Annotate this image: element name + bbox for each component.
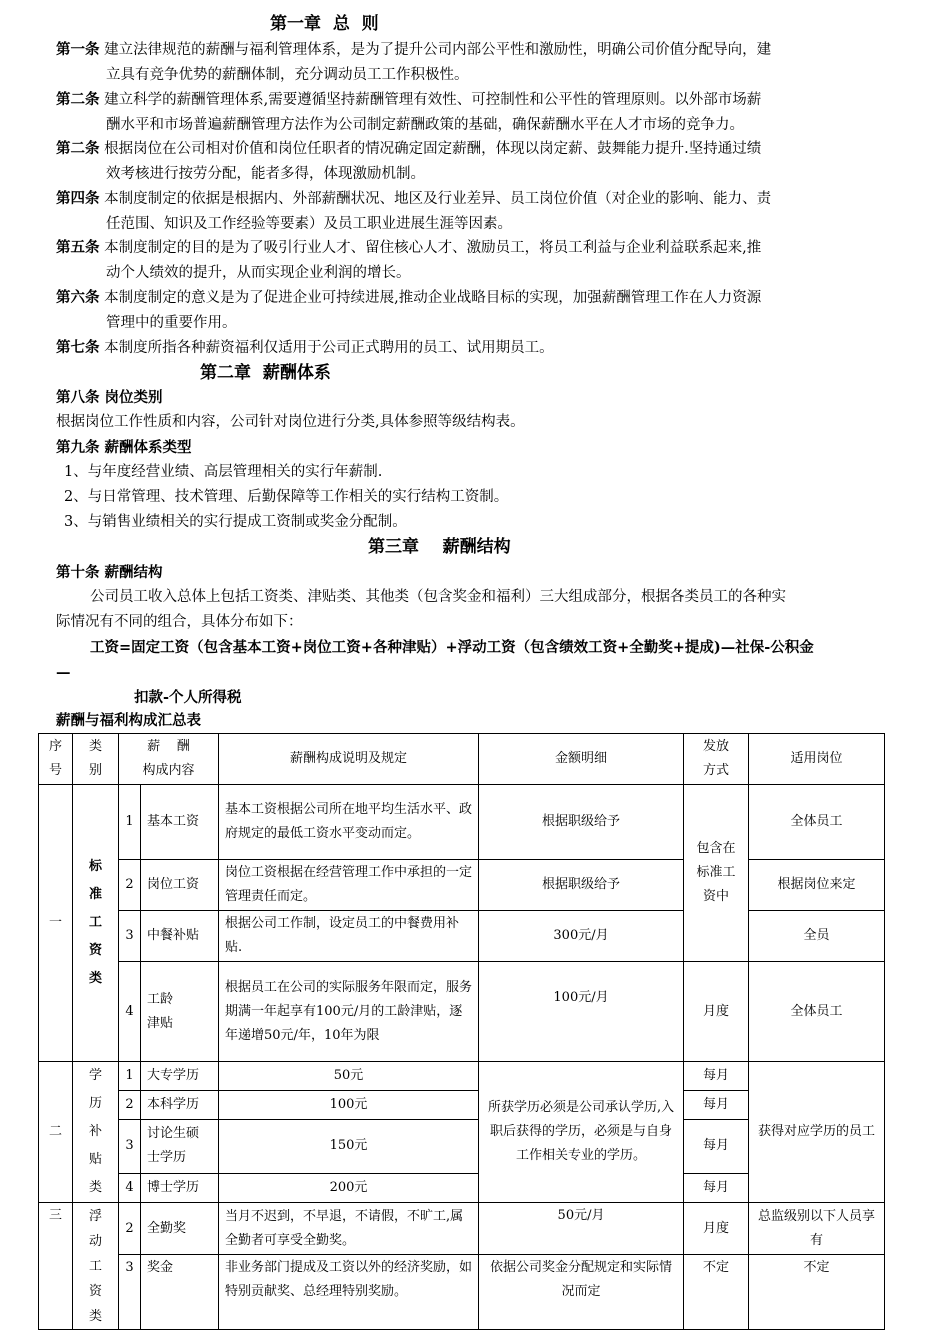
article-line: 酬水平和市场普遍薪酬管理方法作为公司制定薪酬政策的基础，确保薪酬水平在人才市场的竞争力。 — [106, 117, 744, 133]
article-label: 第四条 — [56, 190, 100, 207]
article-line: 本制度制定的目的是为了吸引行业人才、留住核心人才、激励员工，将员工利益与企业利益联系起来,推 — [104, 240, 762, 256]
row-desc: 岗位工资根据在经营管理工作中承担的一定管理责任而定。 — [219, 860, 479, 911]
chapter1-title: 第一章 总 则 — [270, 14, 379, 34]
row-desc: 根据公司工作制，设定员工的中餐费用补贴. — [219, 911, 479, 962]
article-line: 本制度制定的意义是为了促进企业可持续进展,推动企业战略目标的实现，加强薪酬管理工作在人力资源 — [104, 290, 762, 306]
table-row — [39, 860, 885, 911]
group-post: 获得对应学历的员工 — [749, 1062, 885, 1203]
row-method: 每月 — [684, 1119, 749, 1173]
group-seq: 二 — [39, 1062, 73, 1203]
article-line: 根据岗位在公司相对价值和岗位任职者的情况确定固定薪酬，体现以岗定薪、鼓舞能力提升.坚持通过绩 — [104, 141, 762, 157]
row-no: 4 — [119, 1174, 141, 1203]
table-row — [39, 785, 885, 860]
group-category: 浮 动 工 资 类 — [73, 1203, 119, 1330]
article-line: 管理中的重要作用。 — [106, 315, 237, 331]
salary-formula-cont: 扣款-个人所得税 — [134, 689, 242, 706]
article-10-line: 际情况有不同的组合，具体分布如下： — [56, 614, 303, 630]
row-amount: 依据公司奖金分配规定和实际情况而定 — [479, 1255, 684, 1330]
row-method: 每月 — [684, 1174, 749, 1203]
row-desc: 根据员工在公司的实际服务年限而定，服务期满一年起享有100元/月的工龄津贴，逐年递增50元/年，10年为限 — [219, 962, 479, 1062]
article-9-title: 第九条 薪酬体系类型 — [56, 439, 192, 456]
row-post: 根据岗位来定 — [749, 860, 885, 911]
group-category: 学 历 补 贴 类 — [73, 1062, 119, 1203]
article-line: 动个人绩效的提升，从而实现企业利润的增长。 — [106, 265, 411, 281]
row-desc: 当月不迟到，不早退，不请假，不旷工,属全勤者可享受全勤奖。 — [219, 1203, 479, 1255]
header-amount: 金额明细 — [479, 734, 684, 785]
table-title: 薪酬与福利构成汇总表 — [56, 712, 201, 729]
row-name: 岗位工资 — [141, 860, 219, 911]
article-label: 第五条 — [56, 239, 100, 256]
article-label: 第七条 — [56, 339, 100, 356]
article-label: 第一条 — [56, 41, 100, 58]
list-item: 3、与销售业绩相关的实行提成工资制或奖金分配制。 — [64, 514, 407, 530]
header-seq: 序 号 — [39, 734, 73, 785]
salary-formula-dash: — — [56, 664, 71, 681]
article-10-title: 第十条 薪酬结构 — [56, 564, 163, 581]
row-no: 1 — [119, 785, 141, 860]
row-amount: 100元/月 — [479, 962, 684, 1062]
row-no: 3 — [119, 1255, 141, 1330]
article-line: 建立科学的薪酬管理体系,需要遵循坚持薪酬管理有效性、可控制性和公平性的管理原则。以外部市场薪 — [104, 92, 762, 108]
row-post: 全体员工 — [749, 962, 885, 1062]
row-name: 基本工资 — [141, 785, 219, 860]
article-label: 第二条 — [56, 91, 100, 108]
row-name: 博士学历 — [141, 1174, 219, 1203]
salary-table — [38, 733, 885, 1330]
row-desc: 基本工资根据公司所在地平均生活水平、政府规定的最低工资水平变动而定。 — [219, 785, 479, 860]
row-name: 工龄 津贴 — [141, 962, 219, 1062]
row-amount: 50元 — [219, 1062, 479, 1091]
article-7 — [56, 335, 886, 361]
row-amount: 150元 — [219, 1119, 479, 1173]
row-post: 不定 — [749, 1255, 885, 1330]
table-row — [39, 1255, 885, 1330]
group-seq: 三 — [39, 1203, 73, 1330]
table-row — [39, 1203, 885, 1255]
table-row — [39, 911, 885, 962]
article-line: 任范围、知识及工作经验等要素）及员工职业进展生涯等因素。 — [106, 216, 512, 232]
row-amount: 300元/月 — [479, 911, 684, 962]
row-name: 中餐补贴 — [141, 911, 219, 962]
table-row — [39, 962, 885, 1062]
row-name: 讨论生硕 士学历 — [141, 1119, 219, 1173]
list-item: 1、与年度经营业绩、高层管理相关的实行年薪制. — [64, 464, 383, 480]
header-description: 薪酬构成说明及规定 — [219, 734, 479, 785]
row-name: 本科学历 — [141, 1090, 219, 1119]
article-line: 效考核进行按劳分配，能者多得，体现激励机制。 — [106, 166, 425, 182]
header-method: 发放 方式 — [684, 734, 749, 785]
article-line: 本制度所指各种薪资福利仅适用于公司正式聘用的员工、试用期员工。 — [104, 340, 554, 356]
group-category: 标 准 工 资 类 — [73, 785, 119, 1062]
row-method: 包含在 标准工 资中 — [684, 785, 749, 962]
row-method: 月度 — [684, 1203, 749, 1255]
group-seq: 一 — [39, 785, 73, 1062]
header-post: 适用岗位 — [749, 734, 885, 785]
article-5 — [56, 235, 886, 286]
row-no: 1 — [119, 1062, 141, 1091]
article-6 — [56, 285, 886, 336]
row-method: 每月 — [684, 1062, 749, 1091]
row-no: 2 — [119, 1090, 141, 1119]
row-no: 2 — [119, 860, 141, 911]
row-method: 月度 — [684, 962, 749, 1062]
salary-formula: 工资=固定工资（包含基本工资+岗位工资+各种津贴）+浮动工资（包含绩效工资+全勤奖+提成)—社保-公积金 — [90, 639, 814, 656]
chapter2-title: 第二章 薪酬体系 — [200, 363, 331, 383]
article-line: 立具有竞争优势的薪酬体制，充分调动员工工作积极性。 — [106, 67, 469, 83]
row-name: 全勤奖 — [141, 1203, 219, 1255]
header-content: 薪 酬 构成内容 — [119, 734, 219, 785]
table-header-row — [39, 734, 885, 785]
row-no: 3 — [119, 1119, 141, 1173]
row-no: 4 — [119, 962, 141, 1062]
row-name: 奖金 — [141, 1255, 219, 1330]
row-amount: 200元 — [219, 1174, 479, 1203]
row-desc: 非业务部门提成及工资以外的经济奖励，如特别贡献奖、总经理特别奖励。 — [219, 1255, 479, 1330]
row-method: 不定 — [684, 1255, 749, 1330]
article-10-line: 公司员工收入总体上包括工资类、津贴类、其他类（包含奖金和福利）三大组成部分，根据各类员工的各种实 — [90, 589, 786, 605]
row-post: 全体员工 — [749, 785, 885, 860]
article-2 — [56, 87, 886, 138]
article-4 — [56, 186, 886, 237]
article-8-text: 根据岗位工作性质和内容，公司针对岗位进行分类,具体参照等级结构表。 — [56, 414, 525, 430]
row-method: 每月 — [684, 1090, 749, 1119]
group-note: 所获学历必须是公司承认学历,入职后获得的学历，必须是与自身工作相关专业的学历。 — [479, 1062, 684, 1203]
article-3 — [56, 136, 886, 187]
article-line: 建立法律规范的薪酬与福利管理体系，是为了提升公司内部公平性和激励性，明确公司价值分配导向，建 — [104, 42, 772, 58]
row-amount: 100元 — [219, 1090, 479, 1119]
article-label: 第六条 — [56, 289, 100, 306]
article-line: 本制度制定的依据是根据内、外部薪酬状况、地区及行业差异、员工岗位价值（对企业的影响、能力、责 — [104, 191, 772, 207]
article-1 — [56, 37, 886, 88]
table-row — [39, 1062, 885, 1091]
row-post: 总监级别以下人员享有 — [749, 1203, 885, 1255]
row-no: 2 — [119, 1203, 141, 1255]
article-8-title: 第八条 岗位类别 — [56, 389, 163, 406]
row-name: 大专学历 — [141, 1062, 219, 1091]
row-no: 3 — [119, 911, 141, 962]
header-category: 类 别 — [73, 734, 119, 785]
list-item: 2、与日常管理、技术管理、后勤保障等工作相关的实行结构工资制。 — [64, 489, 509, 505]
chapter3-title: 第三章 薪酬结构 — [368, 537, 511, 557]
row-amount: 根据职级给予 — [479, 860, 684, 911]
row-post: 全员 — [749, 911, 885, 962]
row-amount: 50元/月 — [479, 1203, 684, 1255]
row-amount: 根据职级给予 — [479, 785, 684, 860]
article-label: 第二条 — [56, 140, 100, 157]
